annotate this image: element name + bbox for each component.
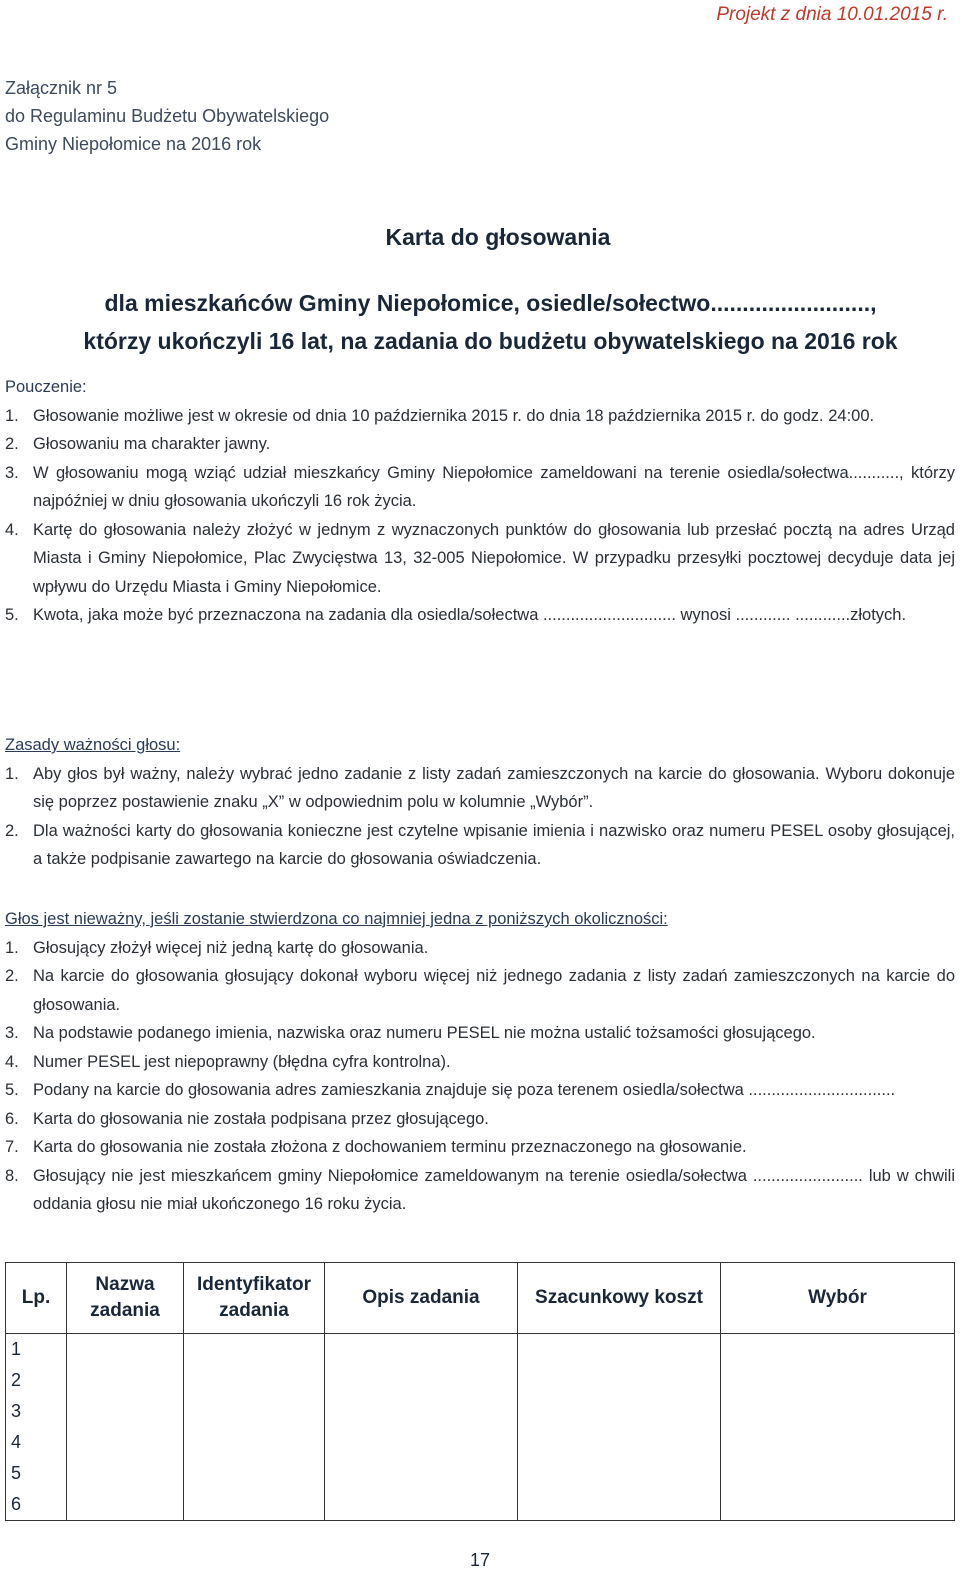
list-item xyxy=(5,962,955,1019)
item-number: 2. xyxy=(5,821,19,840)
item-number: 3. xyxy=(5,1024,19,1042)
item-text: Głosowanie możliwe jest w okresie od dnia 10 października 2015 r. do dnia 18 października 2015 r. do godz. 24:00. xyxy=(33,406,875,425)
choice-cell[interactable] xyxy=(721,1334,955,1366)
item-number: 5. xyxy=(5,606,19,624)
header-lp: Lp. xyxy=(6,1263,67,1334)
item-text: Głosowaniu ma charakter jawny. xyxy=(33,435,271,453)
list-item xyxy=(5,402,955,431)
item-number: 2. xyxy=(5,435,19,453)
list-item xyxy=(5,1048,955,1077)
identifier-cell[interactable] xyxy=(184,1396,325,1427)
table-row xyxy=(6,1427,955,1458)
header-description: Opis zadania xyxy=(325,1263,518,1334)
choice-cell[interactable] xyxy=(721,1489,955,1521)
cost-cell[interactable] xyxy=(518,1427,721,1458)
list-item xyxy=(5,1105,955,1134)
name-cell[interactable] xyxy=(67,1489,184,1521)
name-cell[interactable] xyxy=(67,1396,184,1427)
item-text: Na karcie do głosowania głosujący dokonał wyboru więcej niż jednego zadania z listy zadań zamieszczonych na karcie do głosowania. xyxy=(33,967,955,1014)
invalid-section xyxy=(5,905,955,1219)
table-row xyxy=(6,1365,955,1396)
validity-heading: Zasady ważności głosu: xyxy=(5,736,181,754)
subtitle-line: dla mieszkańców Gminy Niepołomice, osiedle/sołectwo........................., xyxy=(104,290,877,316)
header-line: zadania xyxy=(90,1300,160,1321)
list-item xyxy=(5,1019,955,1048)
name-cell[interactable] xyxy=(67,1427,184,1458)
list-item xyxy=(5,601,955,630)
description-cell[interactable] xyxy=(325,1334,518,1366)
identifier-cell[interactable] xyxy=(184,1489,325,1521)
description-cell[interactable] xyxy=(325,1489,518,1521)
item-text: Na podstawie podanego imienia, nazwiska oraz numeru PESEL nie można ustalić tożsamości głosującego. xyxy=(33,1024,816,1042)
list-item xyxy=(5,1162,955,1219)
cost-cell[interactable] xyxy=(518,1458,721,1489)
page-subtitle xyxy=(28,284,953,360)
identifier-cell[interactable] xyxy=(184,1427,325,1458)
item-number: 2. xyxy=(5,967,19,985)
row-number: 4 xyxy=(6,1427,67,1458)
description-cell[interactable] xyxy=(325,1458,518,1489)
invalid-heading: Głos jest nieważny, jeśli zostanie stwierdzona co najmniej jedna z poniższych okoliczności: xyxy=(5,910,668,928)
table-row xyxy=(6,1489,955,1521)
choice-cell[interactable] xyxy=(721,1427,955,1458)
list-item xyxy=(5,430,955,459)
name-cell[interactable] xyxy=(67,1458,184,1489)
row-number: 3 xyxy=(6,1396,67,1427)
annex-line: Załącznik nr 5 xyxy=(5,78,118,98)
item-text: Karta do głosowania nie została złożona z dochowaniem terminu przeznaczonego na głosowanie. xyxy=(33,1138,747,1156)
item-number: 6. xyxy=(5,1109,19,1128)
row-number: 5 xyxy=(6,1458,67,1489)
name-cell[interactable] xyxy=(67,1334,184,1366)
item-number: 8. xyxy=(5,1166,19,1185)
item-text: W głosowaniu mogą wziąć udział mieszkańcy Gminy Niepołomice zameldowani na terenie osiedla/sołectwa..........., którzy najpóźniej w dniu głosowania ukończyli 16 rok życia. xyxy=(33,463,955,510)
cost-cell[interactable] xyxy=(518,1396,721,1427)
annex-line: Gminy Niepołomice na 2016 rok xyxy=(5,134,262,154)
table-row xyxy=(6,1396,955,1427)
cost-cell[interactable] xyxy=(518,1334,721,1366)
header-line: Nazwa xyxy=(95,1274,155,1295)
description-cell[interactable] xyxy=(325,1396,518,1427)
item-number: 1. xyxy=(5,938,19,957)
choice-cell[interactable] xyxy=(721,1458,955,1489)
item-number: 7. xyxy=(5,1138,19,1156)
list-item xyxy=(5,1133,955,1162)
item-text: Kartę do głosowania należy złożyć w jednym z wyznaczonych punktów do głosowania lub przesłać pocztą na adres Urząd Miasta i Gminy Niepołomice, Plac Zwycięstwa 13, 32-005 Niepołomice. W przypadku przesyłki pocztowej decyduje data jej wpływu do Urzędu Miasta i Gminy Niepołomice. xyxy=(33,520,955,596)
header-name xyxy=(67,1263,184,1334)
header-identifier xyxy=(184,1263,325,1334)
validity-section xyxy=(5,731,955,874)
annex-line: do Regulaminu Budżetu Obywatelskiego xyxy=(5,106,330,126)
table-header-row xyxy=(6,1263,955,1334)
header-choice: Wybór xyxy=(721,1263,955,1334)
row-number: 6 xyxy=(6,1489,67,1521)
cost-cell[interactable] xyxy=(518,1489,721,1521)
choice-cell[interactable] xyxy=(721,1365,955,1396)
list-item xyxy=(5,459,955,516)
list-item xyxy=(5,934,955,963)
item-number: 5. xyxy=(5,1081,19,1099)
identifier-cell[interactable] xyxy=(184,1458,325,1489)
item-number: 3. xyxy=(5,463,19,482)
list-item xyxy=(5,760,955,817)
list-item xyxy=(5,817,955,874)
table-row xyxy=(6,1334,955,1366)
item-number: 4. xyxy=(5,520,19,539)
item-number: 4. xyxy=(5,1052,19,1071)
page-title: Karta do głosowania xyxy=(385,224,611,250)
instructions-heading: Pouczenie: xyxy=(5,378,87,396)
item-text: Numer PESEL jest niepoprawny (błędna cyfra kontrolna). xyxy=(33,1052,451,1071)
draft-label: Projekt z dnia 10.01.2015 r. xyxy=(716,4,948,25)
description-cell[interactable] xyxy=(325,1365,518,1396)
item-number: 1. xyxy=(5,406,19,425)
name-cell[interactable] xyxy=(67,1365,184,1396)
page-number: 17 xyxy=(469,1550,491,1570)
row-number: 2 xyxy=(6,1365,67,1396)
tasks-table xyxy=(5,1262,955,1521)
choice-cell[interactable] xyxy=(721,1396,955,1427)
item-text: Dla ważności karty do głosowania konieczne jest czytelne wpisanie imienia i nazwisko oraz numeru PESEL osoby głosującej, a także podpisanie zawartego na karcie do głosowania oświadczenia. xyxy=(33,821,955,868)
item-text: Podany na karcie do głosowania adres zamieszkania znajduje się poza terenem osiedla/sołectwa ................................ xyxy=(33,1081,896,1099)
item-text: Głosujący nie jest mieszkańcem gminy Niepołomice zameldowanym na terenie osiedla/sołectwa ........................ lub w chwili oddania głosu nie miał ukończonego 16 roku życia. xyxy=(33,1166,955,1213)
header-cost: Szacunkowy koszt xyxy=(518,1263,721,1334)
instructions-section xyxy=(5,373,955,630)
subtitle-line: którzy ukończyli 16 lat, na zadania do budżetu obywatelskiego na 2016 rok xyxy=(83,328,898,354)
identifier-cell[interactable] xyxy=(184,1334,325,1366)
description-cell[interactable] xyxy=(325,1427,518,1458)
item-text: Karta do głosowania nie została podpisana przez głosującego. xyxy=(33,1109,489,1128)
list-item xyxy=(5,516,955,602)
list-item xyxy=(5,1076,955,1105)
item-text: Kwota, jaka może być przeznaczona na zadania dla osiedla/sołectwa ............................. wynosi ............ ............złotych. xyxy=(33,606,907,624)
item-number: 1. xyxy=(5,764,19,783)
header-line: Identyfikator xyxy=(196,1274,312,1295)
row-number: 1 xyxy=(6,1334,67,1366)
item-text: Aby głos był ważny, należy wybrać jedno zadanie z listy zadań zamieszczonych na karcie do głosowania. Wyboru dokonuje się poprzez postawienie znaku „X” w odpowiednim polu w kolumnie „Wybór”. xyxy=(33,764,955,811)
annex-block xyxy=(5,74,329,158)
identifier-cell[interactable] xyxy=(184,1365,325,1396)
cost-cell[interactable] xyxy=(518,1365,721,1396)
item-text: Głosujący złożył więcej niż jedną kartę do głosowania. xyxy=(33,938,429,957)
header-line: zadania xyxy=(219,1300,289,1321)
table-row xyxy=(6,1458,955,1489)
